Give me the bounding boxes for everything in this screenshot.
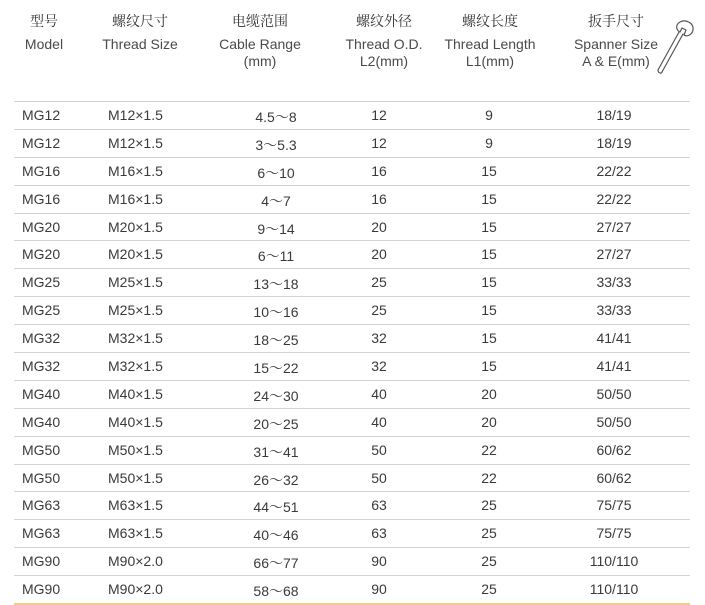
cell-thread-od: 32 — [371, 358, 387, 375]
cell-cable-range: 6～10 — [257, 164, 295, 181]
cell-thread-size: M40×1.5 — [108, 413, 163, 430]
cell-model: MG32 — [22, 330, 61, 347]
cell-cable-range: 31～41 — [253, 443, 299, 460]
header-thread-od-zh: 螺纹外径 — [356, 14, 412, 30]
cell-cable-range: 20～25 — [253, 415, 299, 432]
cell-model: MG20 — [22, 246, 61, 263]
cell-thread-length: 9 — [485, 107, 493, 123]
cell-thread-length: 20 — [481, 413, 497, 430]
cell-thread-size: M16×1.5 — [108, 190, 163, 207]
cell-model: MG16 — [22, 162, 61, 179]
table-row — [14, 380, 690, 408]
cell-cable-range: 44～51 — [253, 499, 299, 516]
cell-spanner-size: 27/27 — [596, 218, 632, 235]
cell-thread-length: 15 — [481, 190, 497, 207]
cell-thread-length: 25 — [481, 497, 497, 514]
cell-model: MG63 — [22, 497, 61, 514]
cell-cable-range: 40～46 — [253, 527, 299, 544]
table-row — [14, 352, 690, 380]
table-row — [14, 519, 690, 547]
cell-model: MG63 — [22, 525, 61, 542]
cell-model: MG25 — [22, 274, 61, 291]
cell-thread-length: 15 — [481, 162, 497, 179]
table-row — [14, 464, 690, 492]
header-spanner-size-en: Spanner Size A & E(mm) — [573, 36, 659, 69]
cell-spanner-size: 110/110 — [589, 553, 639, 570]
cell-cable-range: 18～25 — [253, 332, 299, 349]
cell-spanner-size: 60/62 — [596, 469, 632, 486]
cell-thread-od: 32 — [371, 330, 387, 347]
cell-spanner-size: 50/50 — [596, 413, 632, 430]
header-spanner-size-zh: 扳手尺寸 — [588, 14, 644, 30]
cell-spanner-size: 33/33 — [596, 302, 632, 319]
cell-thread-length: 15 — [481, 218, 497, 235]
table-row — [14, 157, 690, 185]
cell-spanner-size: 75/75 — [596, 497, 632, 514]
cell-model: MG40 — [22, 413, 61, 430]
cell-cable-range: 66～77 — [253, 555, 299, 572]
cell-thread-length: 25 — [481, 581, 497, 598]
cell-thread-od: 16 — [371, 162, 387, 179]
cell-model: MG32 — [22, 358, 61, 375]
header-model-zh: 型号 — [30, 14, 58, 30]
cell-thread-size: M32×1.5 — [108, 330, 163, 347]
spec-table — [14, 101, 690, 605]
cell-cable-range: 58～68 — [253, 583, 299, 600]
cell-model: MG90 — [22, 553, 61, 570]
cell-model: MG16 — [22, 190, 61, 207]
cell-cable-range: 4～7 — [261, 192, 291, 209]
cell-thread-size: M12×1.5 — [108, 107, 163, 123]
table-row — [14, 408, 690, 436]
cell-spanner-size: 33/33 — [596, 274, 632, 291]
cell-cable-range: 13～18 — [253, 276, 299, 293]
table-row — [14, 491, 690, 519]
cell-thread-size: M63×1.5 — [108, 525, 163, 542]
cell-thread-od: 25 — [371, 302, 387, 319]
wrench-icon — [655, 18, 695, 74]
cell-thread-size: M40×1.5 — [108, 385, 163, 402]
cell-spanner-size: 110/110 — [589, 581, 639, 598]
cell-thread-size: M20×1.5 — [108, 218, 163, 235]
table-row — [14, 213, 690, 241]
cell-thread-size: M50×1.5 — [108, 441, 163, 458]
cell-thread-length: 22 — [481, 469, 497, 486]
header-thread-od — [334, 14, 434, 70]
header-thread-length — [436, 14, 544, 70]
cell-thread-od: 90 — [371, 581, 387, 598]
table-row — [14, 240, 690, 268]
cell-thread-size: M90×2.0 — [108, 553, 163, 570]
cell-model: MG20 — [22, 218, 61, 235]
cell-thread-od: 25 — [371, 274, 387, 291]
cell-thread-od: 40 — [371, 385, 387, 402]
cell-cable-range: 10～16 — [253, 304, 299, 321]
cell-thread-od: 50 — [371, 469, 387, 486]
cell-spanner-size: 22/22 — [596, 162, 632, 179]
cell-cable-range: 6～11 — [257, 248, 295, 265]
cell-thread-length: 9 — [485, 134, 493, 151]
cell-thread-length: 25 — [481, 553, 497, 570]
cell-cable-range: 4.5～8 — [255, 109, 297, 125]
cell-model: MG90 — [22, 581, 61, 598]
cell-cable-range: 9～14 — [257, 220, 295, 237]
cell-thread-size: M32×1.5 — [108, 358, 163, 375]
header-cable-range — [200, 14, 320, 70]
cell-thread-od: 63 — [371, 497, 387, 514]
header-cable-range-en: Cable Range (mm) — [219, 36, 301, 69]
cell-thread-od: 16 — [371, 190, 387, 207]
cell-thread-od: 90 — [371, 553, 387, 570]
cell-model: MG12 — [22, 134, 61, 151]
cell-spanner-size: 22/22 — [596, 190, 632, 207]
cell-thread-od: 20 — [371, 218, 387, 235]
cell-thread-size: M25×1.5 — [108, 302, 163, 319]
table-row — [14, 268, 690, 296]
cell-thread-size: M12×1.5 — [108, 134, 163, 151]
cell-thread-length: 20 — [481, 385, 497, 402]
cell-model: MG12 — [22, 107, 61, 123]
cell-model: MG50 — [22, 441, 61, 458]
header-thread-size-en: Thread Size — [102, 36, 178, 52]
cell-model: MG25 — [22, 302, 61, 319]
header-cable-range-zh: 电缆范围 — [232, 14, 288, 30]
cell-thread-size: M50×1.5 — [108, 469, 163, 486]
cell-spanner-size: 18/19 — [596, 107, 632, 123]
cell-spanner-size: 41/41 — [596, 358, 632, 375]
header-model — [14, 14, 74, 53]
cell-model: MG40 — [22, 385, 61, 402]
table-row — [14, 129, 690, 157]
cell-thread-od: 12 — [371, 107, 387, 123]
cell-cable-range: 24～30 — [253, 387, 299, 404]
cell-spanner-size: 41/41 — [596, 330, 632, 347]
cell-thread-length: 15 — [481, 274, 497, 291]
table-row — [14, 185, 690, 213]
header-model-en: Model — [24, 36, 64, 52]
header-spanner-size — [568, 14, 664, 70]
table-row — [14, 324, 690, 352]
table-row — [14, 547, 690, 575]
cell-thread-length: 25 — [481, 525, 497, 542]
table-header — [0, 0, 705, 100]
cell-spanner-size: 27/27 — [596, 246, 632, 263]
cell-spanner-size: 50/50 — [596, 385, 632, 402]
cell-thread-od: 50 — [371, 441, 387, 458]
cell-thread-length: 15 — [481, 246, 497, 263]
cell-thread-length: 15 — [481, 358, 497, 375]
cell-thread-size: M25×1.5 — [108, 274, 163, 291]
cell-spanner-size: 75/75 — [596, 525, 632, 542]
cell-thread-length: 22 — [481, 441, 497, 458]
cell-thread-length: 15 — [481, 302, 497, 319]
table-row — [14, 101, 690, 129]
cell-cable-range: 3～5.3 — [255, 136, 297, 153]
cell-thread-size: M90×2.0 — [108, 581, 163, 598]
cell-thread-length: 15 — [481, 330, 497, 347]
header-thread-od-en: Thread O.D. L2(mm) — [345, 36, 423, 69]
cell-cable-range: 26～32 — [253, 471, 299, 488]
cell-thread-od: 40 — [371, 413, 387, 430]
cell-thread-od: 20 — [371, 246, 387, 263]
cell-thread-size: M16×1.5 — [108, 162, 163, 179]
cell-thread-od: 63 — [371, 525, 387, 542]
cell-thread-od: 12 — [371, 134, 387, 151]
header-thread-length-zh: 螺纹长度 — [462, 14, 518, 30]
table-row — [14, 436, 690, 464]
cell-thread-size: M63×1.5 — [108, 497, 163, 514]
cell-spanner-size: 60/62 — [596, 441, 632, 458]
table-row — [14, 296, 690, 324]
header-thread-size-zh: 螺纹尺寸 — [112, 14, 168, 30]
cell-thread-size: M20×1.5 — [108, 246, 163, 263]
cell-cable-range: 15～22 — [253, 360, 299, 377]
cell-spanner-size: 18/19 — [596, 134, 632, 151]
cell-model: MG50 — [22, 469, 61, 486]
header-thread-size — [90, 14, 190, 53]
header-thread-length-en: Thread Length L1(mm) — [444, 36, 536, 69]
